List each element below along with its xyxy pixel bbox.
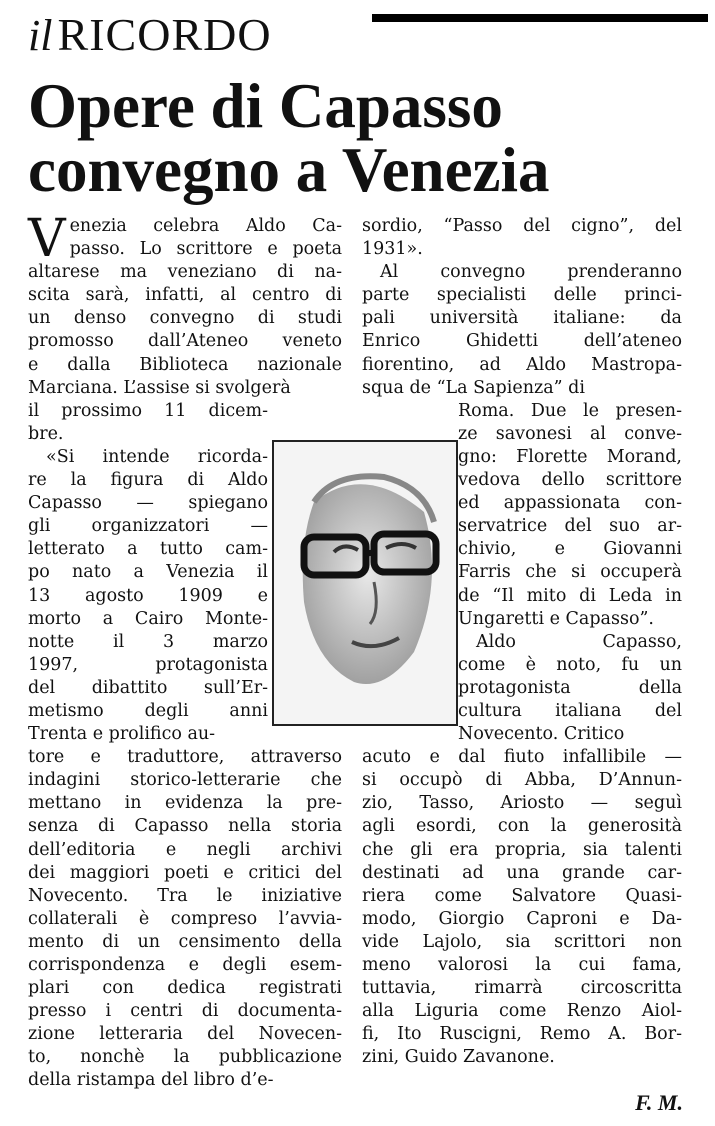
headline-line: convegno a Venezia [28, 135, 550, 205]
section-kicker [28, 8, 708, 60]
text-line: della ristampa del libro d’e- [28, 1070, 274, 1091]
text-line: chivio, e Giovanni [458, 539, 682, 560]
text-line: senza di Capasso nella storia [28, 816, 342, 837]
lines-p1-narrow [28, 400, 268, 446]
text-line: Roma. Due le presen- [458, 400, 682, 421]
text-line: zio, Tasso, Ariosto — seguì [362, 793, 682, 814]
narrow-block-right [458, 400, 682, 746]
text-line: Farris che si occuperà [458, 562, 682, 583]
text-line: parte specialisti delle princi- [362, 285, 682, 306]
text-line: un denso convegno di studi [28, 308, 342, 329]
text-line: bre. [28, 423, 64, 444]
text-line: alla Liguria come Renzo Aiol- [362, 1001, 682, 1022]
text-line: indagini storico-letterarie che [28, 770, 342, 791]
text-line: altarese ma veneziano di na- [28, 262, 342, 283]
text-line: plari con dedica registrati [28, 978, 342, 999]
text-line: che gli era propria, sia talenti [362, 839, 682, 860]
text-line: Ungaretti e Capasso”. [458, 608, 654, 629]
text-line: presso i centri di documenta- [28, 1001, 342, 1022]
kicker-prefix: il [28, 11, 53, 60]
text-line: zini, Guido Zavanone. [362, 1047, 555, 1068]
text-line: vedova dello scrittore [458, 470, 682, 491]
text-line: il prossimo 11 dicem- [28, 400, 268, 421]
text-line: notte il 3 marzo [28, 631, 268, 652]
text-line: to, nonchè la pubblicazione [28, 1047, 342, 1068]
text-line: mettano in evidenza la pre- [28, 793, 342, 814]
text-line: de “Il mito di Leda in [458, 585, 682, 606]
text-line: meno valorosi la cui fama, [362, 955, 682, 975]
text-line: squa de “La Sapienza” di [362, 377, 585, 398]
text-line: collaterali è compreso l’avvia- [28, 908, 342, 929]
text-line: agli esordi, con la generosità [362, 816, 682, 837]
text-line: Novecento. Critico [458, 724, 625, 745]
text-line: promosso dall’Ateneo veneto [28, 331, 342, 352]
text-line: Al convegno prenderanno [380, 262, 682, 283]
kicker-rule [372, 14, 708, 22]
text-line: destinati ad una grande car- [362, 862, 682, 883]
text-line: dei maggiori poeti e critici del [28, 862, 342, 883]
text-line: fi, Ito Ruscigni, Remo A. Bor- [362, 1024, 682, 1045]
text-line: riera come Salvatore Quasi- [362, 885, 682, 906]
lines-p1 [28, 261, 342, 400]
text-line: Trenta e prolifico au- [28, 724, 216, 745]
text-line: Aldo Capasso, [476, 631, 682, 652]
lines-p2-narrow [28, 446, 268, 746]
text-line: letterato a tutto cam- [28, 539, 268, 560]
lines-c2-p3-narrow [458, 631, 682, 746]
headline [28, 71, 708, 205]
text-line: tuttavia, rimarrà circoscritta [362, 978, 682, 999]
text-line: scita sarà, infatti, al centro di [28, 285, 342, 306]
text-line: morto a Cairo Monte- [28, 608, 268, 629]
kicker-section: RICORDO [57, 9, 272, 60]
text-line: ed appassionata con- [458, 493, 682, 514]
paragraph [28, 209, 342, 400]
lines-c2-p2-narrow [458, 400, 682, 631]
narrow-block [28, 400, 268, 746]
text-line: enezia celebra Aldo Ca- [69, 216, 342, 236]
text-line: Capasso — spiegano [28, 493, 268, 514]
author-signature: F. M. [635, 1090, 683, 1115]
text-line: mento di un censimento della [28, 931, 342, 952]
lines-c2-p2 [362, 261, 682, 400]
lines-c2-p3 [362, 746, 682, 1069]
text-line: sordio, “Passo del cigno”, del [362, 216, 682, 236]
text-line: zione letteraria del Novecen- [28, 1024, 342, 1045]
text-line: vide Lajolo, sia scrittori non [362, 931, 682, 952]
text-line: Novecento. Tra le iniziative [28, 885, 342, 906]
drop-cap: V [28, 209, 66, 269]
text-line: «Si intende ricorda- [46, 446, 268, 467]
text-line: 1931». [362, 239, 423, 260]
text-line: passo. Lo scrittore e poeta [69, 239, 342, 260]
text-line: modo, Giorgio Caproni e Da- [362, 908, 682, 929]
text-line: si occupò di Abba, D’Annun- [362, 770, 682, 791]
text-line: corrispondenza e degli esem- [28, 955, 342, 975]
text-line: tore e traduttore, attraverso [28, 747, 342, 768]
text-line: Marciana. L’assise si svolgerà [28, 377, 291, 398]
headline-line: Opere di Capasso [28, 71, 503, 141]
text-line: servatrice del suo ar- [458, 516, 682, 537]
text-line: pali università italiane: da [362, 308, 682, 329]
text-line: 1997, protagonista [28, 654, 268, 675]
text-line: fiorentino, ad Aldo Mastropa- [362, 354, 682, 375]
text-line: ze savonesi al conve- [458, 423, 682, 444]
text-line: come è noto, fu un [458, 654, 682, 675]
text-line: protagonista della [458, 677, 682, 698]
lines-c2-p1 [362, 215, 682, 261]
lines-p2 [28, 746, 342, 1092]
text-line: e dalla Biblioteca nazionale [28, 354, 342, 375]
text-line: cultura italiana del [458, 700, 682, 721]
text-line: acuto e dal fiuto infallibile — [362, 747, 682, 768]
text-line: 13 agosto 1909 e [28, 585, 268, 606]
text-line: Enrico Ghidetti dell’ateneo [362, 331, 682, 352]
text-line: metismo degli anni [28, 700, 268, 721]
text-line: gno: Florette Morand, [458, 446, 682, 467]
column-right [362, 215, 682, 1069]
text-line: del dibattito sull’Er- [28, 677, 268, 698]
text-line: re la figura di Aldo [28, 470, 268, 491]
text-line: dell’editoria e negli archivi [28, 839, 342, 860]
text-line: gli organizzatori — [28, 516, 268, 537]
text-line: po nato a Venezia il [28, 562, 268, 583]
